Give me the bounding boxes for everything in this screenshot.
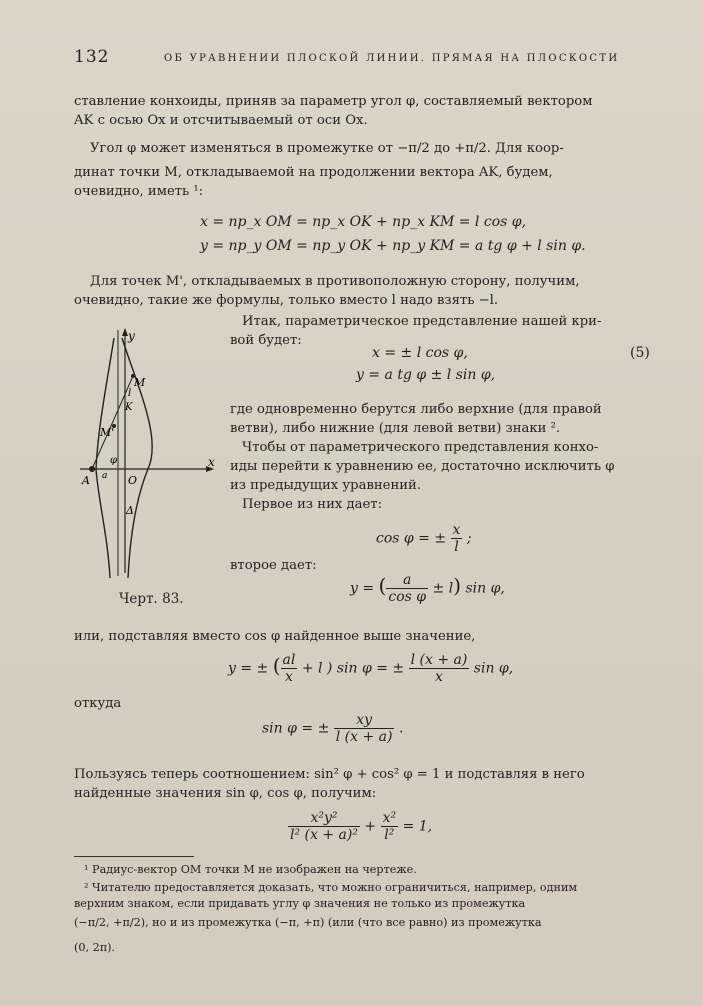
eq-cos-num: x [452,522,461,538]
footnote-2-line1: ² Читателю предоставляется доказать, что можно ограничиться, например, одним [84,881,578,894]
eq-final-fraction2 [381,810,399,843]
running-title: ОБ УРАВНЕНИИ ПЛОСКОЙ ЛИНИИ. ПРЯМАЯ НА ПЛОСКОСТИ [164,53,620,64]
eq-y2-left: y = ± [228,660,269,677]
eq-final-plus: + [364,818,377,835]
eq-y2-mid: + l ) sin φ = ± [301,660,405,677]
eq-sin-left: sin φ = ± [262,720,330,737]
eq-cos-phi [376,522,472,555]
eq-final-den1: l² (x + a)² [290,827,358,843]
eq-final-fraction1 [288,810,360,843]
eq-sin-num: xy [334,712,395,729]
eq-final-num1: x²y² [288,810,360,827]
para1-line2: AK с осью Ox и отсчитываемый от оси Ox. [74,113,368,128]
point-A [89,466,95,472]
para5-line3: Чтобы от параметрического представления конхо- [242,440,599,455]
eq-y2-num2: l (x + a) [410,652,468,668]
label-y: y [128,329,135,343]
eq-y2-den1: x [285,669,293,685]
footnote-2-line3: (−π/2, +π/2), но и из промежутка (−π, +π) (или (что все равно) из промежутка [74,916,542,929]
eq-y2-fraction1 [281,652,298,685]
eq5-number: (5) [630,345,650,361]
para5-line6: Первое из них дает: [242,497,383,512]
eq-sin-tail: . [398,720,404,737]
eq-y1-left: y = [350,580,375,597]
eq-final-num2: x² [382,810,397,826]
eq-y2-den2: x [435,669,443,685]
label-K: K [125,402,133,413]
para6: или, подставляя вместо cos φ найденное выше значение, [74,629,476,644]
para7-line1: Пользуясь теперь соотношением: sin² φ + cos² φ = 1 и подставляя в него [74,767,585,782]
formula-y-projection: y = пр_y OM = пр_y OK + пр_y KM = a tg φ + l sin φ. [200,238,586,254]
para4-line2: вой будет: [230,333,302,348]
page-header [74,47,654,67]
label-A: A [82,474,90,487]
eq-y1-mid: ± l [432,580,454,597]
para3-line2: очевидно, такие же формулы, только вместо l надо взять −l. [74,293,499,308]
label-M: M [134,376,146,389]
eq-y-first: y = ( $\frac{a}{\text{cos φ}}$ ± l) sin φ, [350,572,505,605]
eq-y1-den: cos φ [388,589,427,605]
footnote-2-line2: верхним знаком, если придавать углу φ значения не только из промежутка [74,897,526,910]
whence: откуда [74,696,122,711]
eq-y-second: y = ± ( $\frac{al}{x}$ + l ) sin φ = ± $\frac{l (x + a)}{x}$ sin φ, [228,652,514,685]
para1-line1: ставление конхоиды, приняв за параметр угол φ, составляемый вектором [74,94,593,109]
para2-line2: динат точки M, откладываемой на продолжении вектора AK, будем, [74,165,553,180]
label-a: a [102,471,108,481]
eq-y1-fraction [386,572,428,605]
eq-y2-num1: al [282,652,296,668]
eq-y1-tail: sin φ, [465,580,505,597]
label-O: O [128,474,138,487]
formula-x-projection: x = пр_x OM = пр_x OK + пр_x KM = l cos φ, [200,214,527,230]
eq-cos-fraction [451,522,463,555]
para5-line5: из предыдущих уравнений. [230,478,422,493]
footnote-1: ¹ Радиус-вектор OM точки M не изображен на чертеже. [84,863,417,876]
footnote-2-line4: (0, 2π). [74,941,115,954]
eq-y2-fraction2 [409,652,470,685]
eq-final-den2: l² [384,827,395,843]
eq-sin-phi [262,712,403,745]
conchoid-figure [78,328,228,578]
para3-line1: Для точек M', откладываемых в противоположную сторону, получим, [90,274,580,289]
label-x: x [208,455,215,469]
eq5-x: x = ± l cos φ, [372,345,468,361]
para7-line2: найденные значения sin φ, cos φ, получим: [74,786,377,801]
para2-line3: очевидно, иметь ¹: [74,184,204,199]
label-delta: Δ [126,504,134,517]
eq5-y: y = a tg φ ± l sin φ, [356,367,496,383]
label-phi: φ [110,455,118,466]
footnote-rule [74,856,194,857]
eq-final-tail: = 1, [402,818,433,835]
eq-cos-den: l [454,539,459,555]
conchoid-diagram [78,328,228,578]
second-gives: второе дает: [230,558,317,573]
eq-y2-tail: sin φ, [473,660,514,677]
para2-line1: Угол φ может изменяться в промежутке от −π/2 до +π/2. Для коор- [90,141,564,156]
eq-y1-num: a [386,572,428,589]
eq-sin-fraction [334,712,395,745]
eq-final [288,810,432,843]
label-M-prime: M' [100,426,115,439]
page-number: 132 [74,47,110,67]
right-branch [122,338,152,578]
figure-caption: Черт. 83. [119,591,184,607]
label-l: l [128,388,132,399]
para5-line4: иды перейти к уравнению ее, достаточно исключить φ [230,459,615,474]
eq-cos-left: cos φ = ± [376,530,447,547]
eq-cos-tail: ; [466,530,472,547]
para4-line1: Итак, параметрическое представление нашей кри- [242,314,602,329]
eq-sin-den: l (x + a) [335,729,393,745]
para5-line2: ветви), либо нижние (для левой ветви) знаки ². [230,421,561,436]
para5-line1: где одновременно берутся либо верхние (для правой [230,402,602,417]
